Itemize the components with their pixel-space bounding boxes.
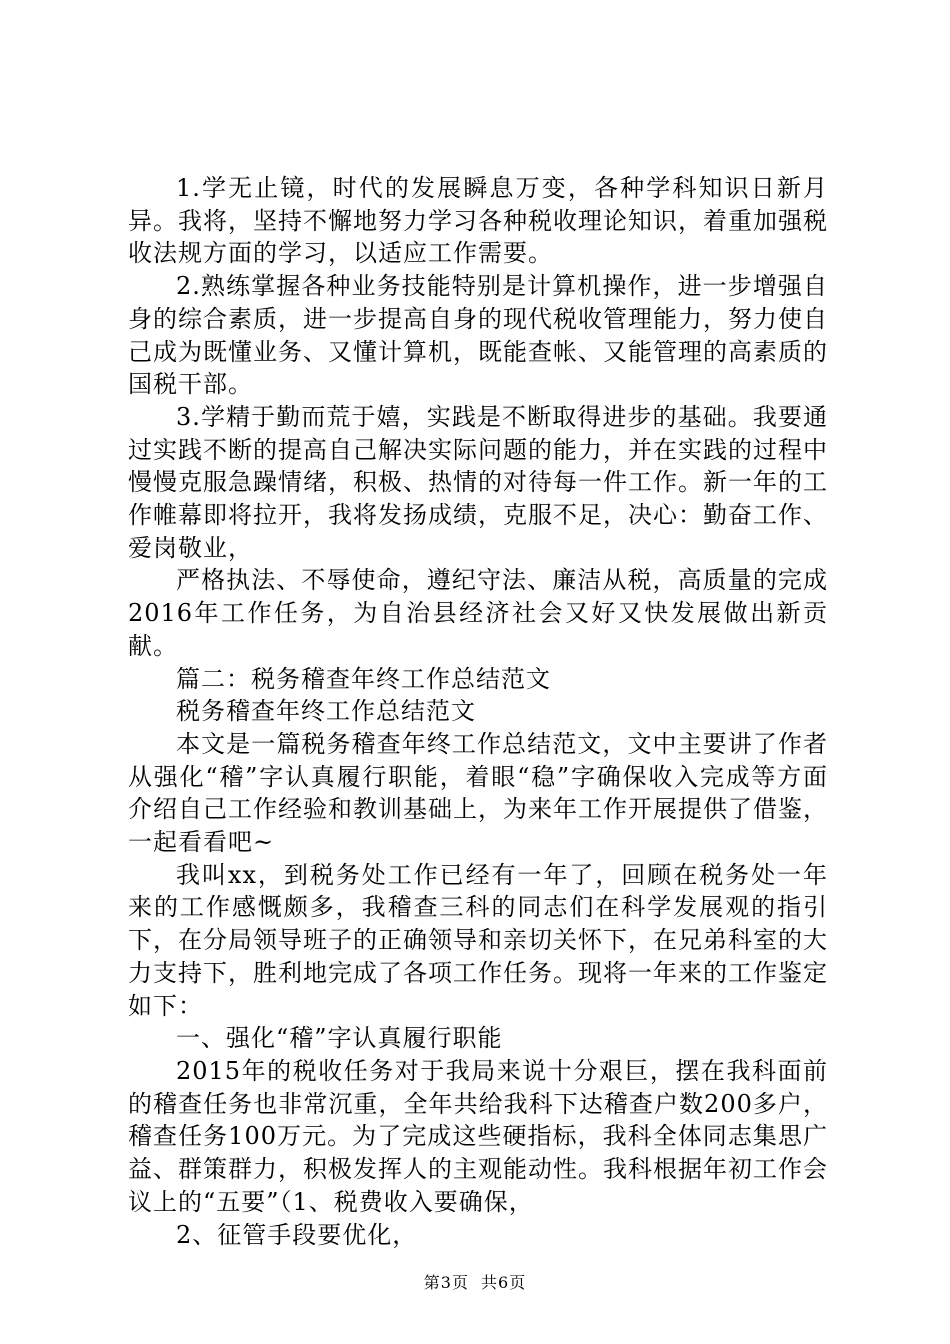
paragraph-3: 3.学精于勤而荒于嬉，实践是不断取得进步的基础。我要通过实践不断的提高自己解决实际问题的能力，并在实践的过程中慢慢克服急躁情绪，积极、热情的对待每一件工作。新一年的工作帷幕即将拉开，我将发扬成绩，克服不足，决心：勤奋工作、爱岗敬业， (128, 402, 828, 562)
page-number: 第3页 (423, 1273, 469, 1292)
page-footer (0, 1272, 950, 1294)
document-body (128, 172, 828, 1251)
paragraph-self-intro: 我叫xx，到税务处工作已经有一年了，回顾在税务处一年来的工作感慨颇多，我稽查三科的同志们在科学发展观的指引下，在分局领导班子的正确领导和亲切关怀下，在兄弟科室的大力支持下，胜利地完成了各项工作任务。现将一年来的工作鉴定如下： (128, 860, 828, 1020)
section-heading: 篇二：税务稽查年终工作总结范文 (176, 664, 551, 693)
article-title: 税务稽查年终工作总结范文 (176, 697, 476, 726)
paragraph-4: 严格执法、不辱使命，遵纪守法、廉洁从税，高质量的完成2016年工作任务，为自治县经济社会又好又快发展做出新贡献。 (128, 566, 828, 660)
total-pages: 共6页 (481, 1273, 527, 1292)
paragraph-item-2: 2、征管手段要优化， (176, 1220, 418, 1249)
paragraph-2: 2.熟练掌握各种业务技能特别是计算机操作，进一步增强自身的综合素质，进一步提高自身的现代税收管理能力，努力使自己成为既懂业务、又懂计算机，既能查帐、又能管理的高素质的国税干部。 (128, 272, 828, 399)
paragraph-1: 1.学无止镜，时代的发展瞬息万变，各种学科知识日新月异。我将，坚持不懈地努力学习各种税收理论知识，着重加强税收法规方面的学习，以适应工作需要。 (128, 174, 828, 268)
paragraph-tasks: 2015年的税收任务对于我局来说十分艰巨，摆在我科面前的稽查任务也非常沉重，全年共给我科下达稽查户数200多户，稽查任务100万元。为了完成这些硬指标，我科全体同志集思广益、群策群力，积极发挥人的主观能动性。我科根据年初工作会议上的“五要”（1、税费收入要确保， (128, 1056, 828, 1216)
subsection-heading: 一、强化“稽”字认真履行职能 (176, 1024, 503, 1053)
paragraph-intro: 本文是一篇税务稽查年终工作总结范文，文中主要讲了作者从强化“稽”字认真履行职能，着眼“稳”字确保收入完成等方面介绍自己工作经验和教训基础上，为来年工作开展提供了借鉴，一起看看吧~ (128, 729, 828, 857)
